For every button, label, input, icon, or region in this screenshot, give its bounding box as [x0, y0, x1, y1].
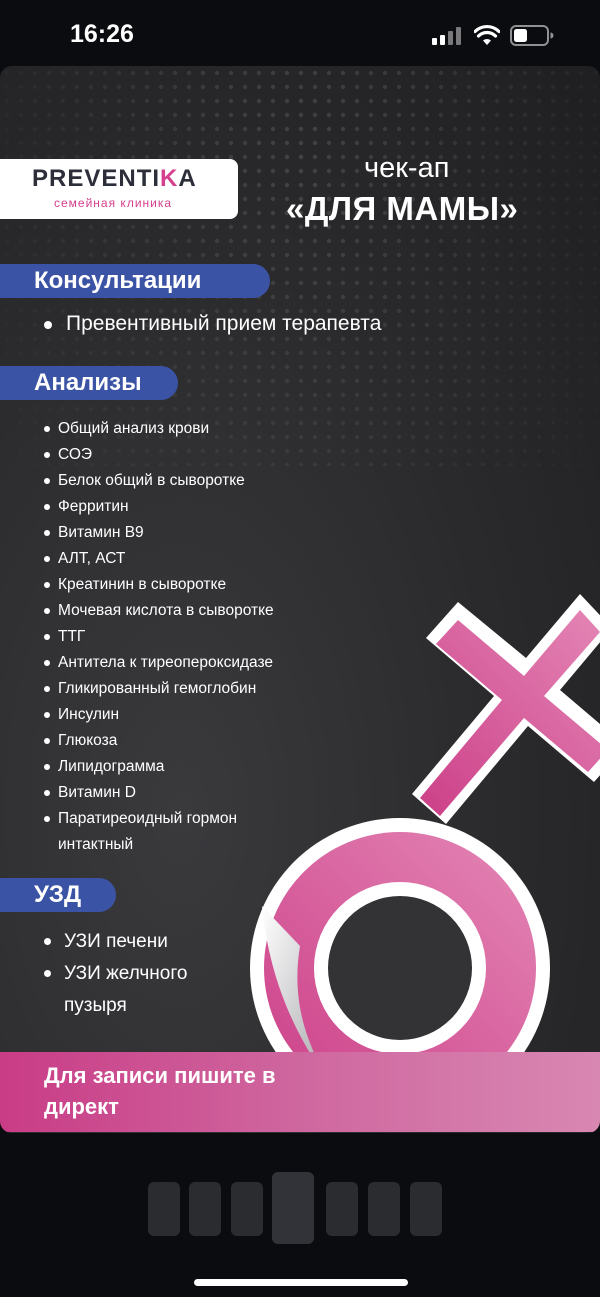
list-item: Ферритин	[44, 494, 274, 520]
list-item: СОЭ	[44, 442, 274, 468]
list-item: Паратиреоидный гормон	[44, 806, 274, 832]
list-item: Белок общий в сыворотке	[44, 468, 274, 494]
section-ultrasound-title: УЗД	[34, 881, 82, 908]
logo-subtitle: семейная клиника	[54, 196, 173, 210]
consultations-list	[44, 312, 381, 336]
cta-text: Для записи пишите в директ	[44, 1063, 276, 1119]
list-item: Витамин B9	[44, 520, 274, 546]
section-ultrasound	[0, 878, 116, 912]
list-item: Инсулин	[44, 702, 274, 728]
list-item: УЗИ желчного	[44, 958, 187, 990]
header-pre-title: чек-ап	[364, 152, 450, 184]
home-indicator[interactable]	[194, 1279, 408, 1286]
story-thumbnail[interactable]	[326, 1182, 358, 1236]
list-item-continuation: интактный	[58, 836, 134, 853]
female-symbol-sticker	[240, 586, 600, 1133]
logo-text-end: A	[178, 165, 197, 192]
list-item: Креатинин в сыворотке	[44, 572, 274, 598]
logo-text-accent: K	[160, 165, 179, 192]
logo-text-main: PREVENTI	[32, 165, 161, 192]
wifi-icon	[474, 24, 500, 46]
story-thumbnail[interactable]	[231, 1182, 263, 1236]
status-time: 16:26	[70, 20, 134, 48]
section-consultations-title: Консультации	[34, 267, 202, 294]
list-item: Превентивный прием терапевта	[44, 312, 381, 336]
list-item: Глюкоза	[44, 728, 274, 754]
battery-icon	[510, 25, 554, 46]
story-thumbnails	[0, 1160, 600, 1250]
story-thumbnail[interactable]	[410, 1182, 442, 1236]
ultrasound-list	[44, 926, 187, 1022]
cellular-signal-icon	[432, 27, 462, 45]
list-item: АЛТ, АСТ	[44, 546, 274, 572]
cta-banner	[0, 1052, 600, 1132]
list-item: Гликированный гемоглобин	[44, 676, 274, 702]
section-consultations	[0, 264, 270, 298]
list-item: ТТГ	[44, 624, 274, 650]
list-item: Мочевая кислота в сыворотке	[44, 598, 274, 624]
story-thumbnail[interactable]	[189, 1182, 221, 1236]
section-tests	[0, 366, 178, 400]
story-thumbnail-active[interactable]	[272, 1172, 314, 1244]
list-item: Липидограмма	[44, 754, 274, 780]
list-item: Общий анализ крови	[44, 416, 274, 442]
story-card[interactable]	[0, 66, 600, 1133]
list-item: Витамин D	[44, 780, 274, 806]
list-item: УЗИ печени	[44, 926, 187, 958]
list-item: Антитела к тиреопероксидазе	[44, 650, 274, 676]
section-tests-title: Анализы	[34, 369, 142, 396]
story-thumbnail[interactable]	[148, 1182, 180, 1236]
story-thumbnail[interactable]	[368, 1182, 400, 1236]
clinic-logo	[0, 159, 238, 219]
list-item-continuation: пузыря	[64, 995, 127, 1016]
status-bar	[0, 0, 600, 66]
header-title: «ДЛЯ МАМЫ»	[286, 190, 519, 227]
